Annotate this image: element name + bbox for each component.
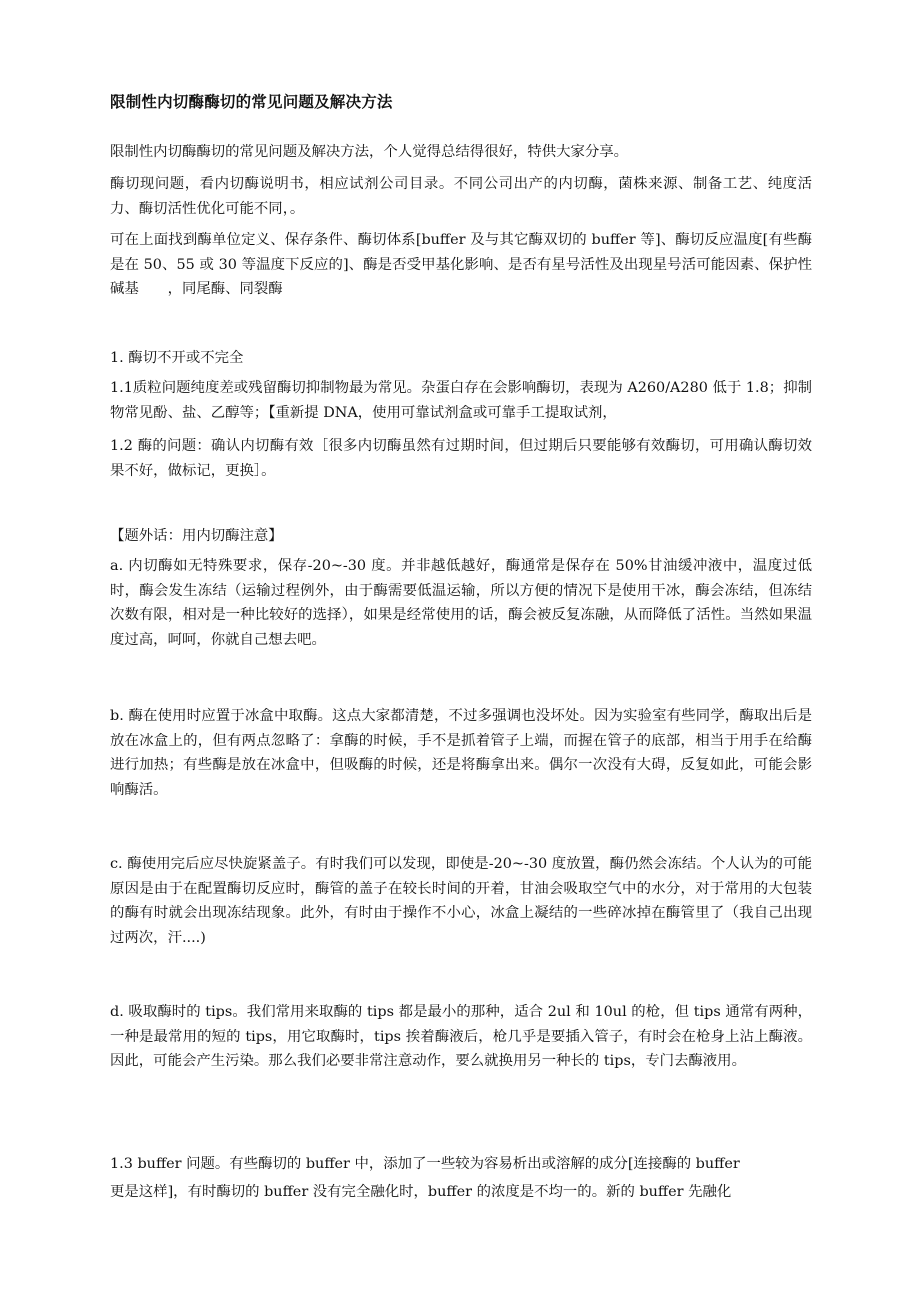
- document-title: 限制性内切酶酶切的常见问题及解决方法: [110, 92, 393, 111]
- aside-paragraph-a: a. 内切酶如无特殊要求，保存-20~-30 度。并非越低越好，酶通常是保存在 50%甘油缓冲液中，温度过低时，酶会发生冻结（运输过程例外，由于酶需要低温运输，所以方便的情况下是使用干冰，酶会冻结，但冻结次数有限，相对是一种比较好的选择），如果是经常使用的话，酶会被反复冻融，从而降低了活性。当然如果温度过高，呵呵，你就自己想去吧。: [110, 558, 812, 648]
- section-1-3-line-1: 1.3 buffer 问题。有些酶切的 buffer 中，添加了一些较为容易析出或溶解的成分[连接酶的 buffer: [110, 1156, 740, 1172]
- aside-heading: 【题外话：用内切酶注意】: [110, 528, 283, 544]
- aside-paragraph-c: c. 酶使用完后应尽快旋紧盖子。有时我们可以发现，即使是-20~-30 度放置，酶仍然会冻结。个人认为的可能原因是由于在配置酶切反应时，酶管的盖子在较长时间的开着，甘油会吸取空气中的水分，对于常用的大包装的酶有时就会出现冻结现象。此外，有时由于操作不小心，冰盒上凝结的一些碎冰掉在酶管里了（我自己出现过两次，汗....): [110, 856, 812, 946]
- intro-paragraph-3: 可在上面找到酶单位定义、保存条件、酶切体系[buffer 及与其它酶双切的 buffer 等]、酶切反应温度[有些酶是在 50、55 或 30 等温度下反应的]、酶是否受甲基化影响、是否有星号活性及出现星号活可能因素、保护性碱基 ，同尾酶、同裂酶: [110, 232, 812, 297]
- section-1-1-paragraph: 1.1质粒问题纯度差或残留酶切抑制物最为常见。杂蛋白存在会影响酶切，表现为 A260/A280 低于 1.8；抑制物常见酚、盐、乙醇等；【重新提 DNA，使用可靠试剂盒或可靠手工提取试剂，: [110, 380, 812, 421]
- aside-paragraph-d: d. 吸取酶时的 tips。我们常用来取酶的 tips 都是最小的那种，适合 2ul 和 10ul 的枪，但 tips 通常有两种，一种是最常用的短的 tips，用它取酶时，tips 挨着酶液后，枪几乎是要插入管子，有时会在枪身上沾上酶液。因此，可能会产生污染。那么我们必要非常注意动作，要么就换用另一种长的 tips，专门去酶液用。: [110, 1004, 812, 1069]
- section-1-2-paragraph: 1.2 酶的问题：确认内切酶有效［很多内切酶虽然有过期时间，但过期后只要能够有效酶切，可用确认酶切效果不好，做标记，更换］。: [110, 438, 812, 479]
- section-1-heading: 1. 酶切不开或不完全: [110, 350, 244, 366]
- section-1-3-line-2: 更是这样]，有时酶切的 buffer 没有完全融化时，buffer 的浓度是不均一的。新的 buffer 先融化: [110, 1184, 732, 1200]
- intro-paragraph-2: 酶切现问题，看内切酶说明书，相应试剂公司目录。不同公司出产的内切酶，菌株来源、制备工艺、纯度活力、酶切活性优化可能不同，。: [110, 176, 812, 217]
- intro-paragraph-1: 限制性内切酶酶切的常见问题及解决方法，个人觉得总结得很好，特供大家分享。: [110, 144, 629, 160]
- aside-paragraph-b: b. 酶在使用时应置于冰盒中取酶。这点大家都清楚，不过多强调也没坏处。因为实验室有些同学，酶取出后是放在冰盒上的，但有两点忽略了：拿酶的时候，手不是抓着管子上端，而握在管子的底部，相当于用手在给酶进行加热；有些酶是放在冰盒中，但吸酶的时候，还是将酶拿出来。偶尔一次没有大碍，反复如此，可能会影响酶活。: [110, 708, 812, 798]
